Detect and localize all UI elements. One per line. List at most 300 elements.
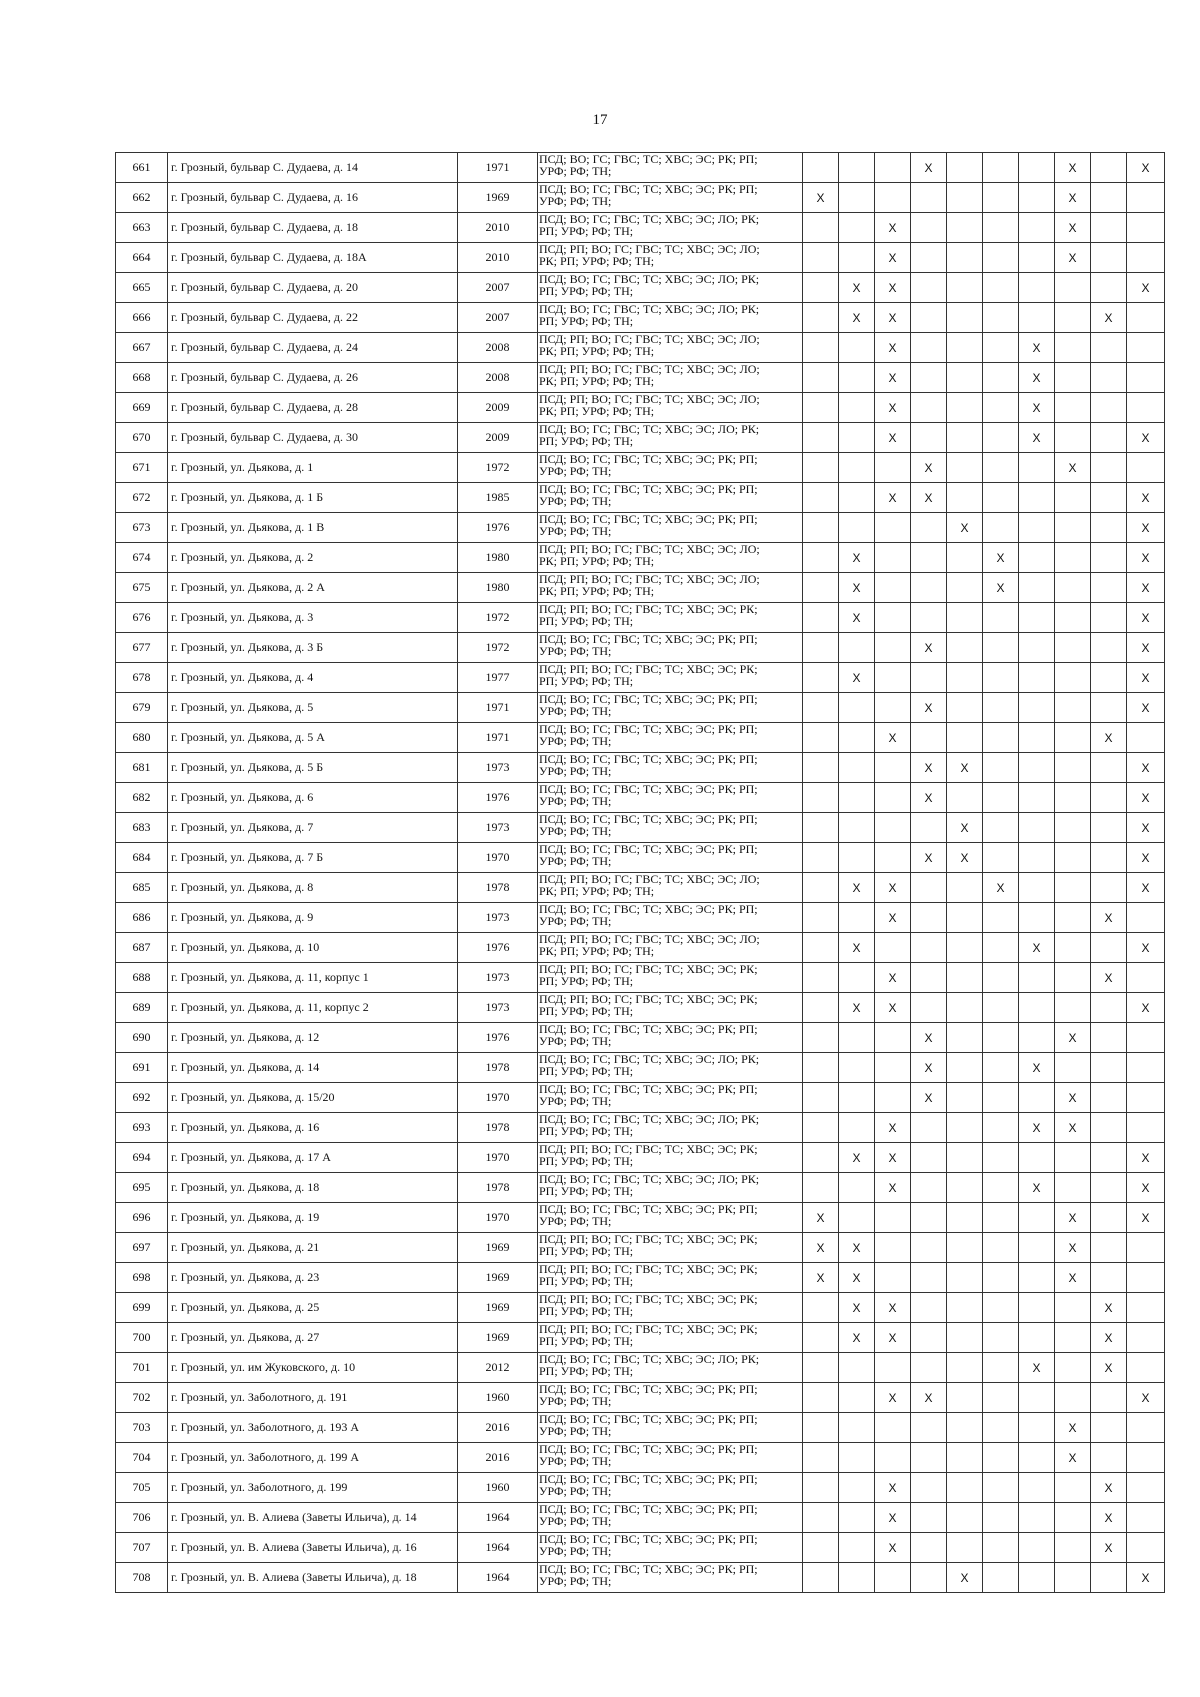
year-cell: 2007 [458,273,538,303]
mark-cell [1091,183,1127,213]
row-number: 688 [116,963,168,993]
address-cell: г. Грозный, ул. Дьякова, д. 2 А [168,573,458,603]
mark-cell: X [1127,663,1165,693]
table-row [116,603,1165,633]
row-number: 669 [116,393,168,423]
mark-cell: X [1127,1563,1165,1593]
mark-cell [1055,333,1091,363]
mark-cell [803,483,839,513]
mark-cell [947,1533,983,1563]
mark-cell: X [1127,1143,1165,1173]
row-number: 678 [116,663,168,693]
mark-cell [1055,993,1091,1023]
year-cell: 1970 [458,1143,538,1173]
table-row [116,1353,1165,1383]
mark-cell [947,363,983,393]
mark-cell [911,603,947,633]
row-number: 671 [116,453,168,483]
table-row [116,1203,1165,1233]
mark-cell [947,1083,983,1113]
mark-cell [1019,1203,1055,1233]
mark-cell [983,1323,1019,1353]
mark-cell [1127,1473,1165,1503]
mark-cell [1127,1083,1165,1113]
works-cell: ПСД; ВО; ГС; ГВС; ТС; ХВС; ЭС; ЛО; РК; РП; УРФ; РФ; ТН; [538,1113,803,1143]
address-cell: г. Грозный, ул. Дьякова, д. 9 [168,903,458,933]
mark-cell [839,1353,875,1383]
works-cell: ПСД; ВО; ГС; ГВС; ТС; ХВС; ЭС; ЛО; РК; РП; УРФ; РФ; ТН; [538,1053,803,1083]
mark-cell [1019,573,1055,603]
mark-cell [1019,663,1055,693]
mark-cell: X [911,633,947,663]
mark-cell: X [1127,813,1165,843]
mark-cell: X [1127,573,1165,603]
mark-cell [1055,1173,1091,1203]
works-cell: ПСД; РП; ВО; ГС; ГВС; ТС; ХВС; ЭС; РК; РП; УРФ; РФ; ТН; [538,963,803,993]
mark-cell [1019,723,1055,753]
mark-cell [911,813,947,843]
row-number: 693 [116,1113,168,1143]
table-row [116,933,1165,963]
mark-cell: X [875,303,911,333]
works-cell: ПСД; ВО; ГС; ГВС; ТС; ХВС; ЭС; РК; РП; УРФ; РФ; ТН; [538,1443,803,1473]
mark-cell: X [1127,693,1165,723]
mark-cell: X [1055,1413,1091,1443]
address-cell: г. Грозный, ул. Дьякова, д. 1 Б [168,483,458,513]
address-cell: г. Грозный, ул. Дьякова, д. 23 [168,1263,458,1293]
mark-cell [839,393,875,423]
mark-cell [983,513,1019,543]
table-row [116,693,1165,723]
table-row [116,1053,1165,1083]
mark-cell [983,453,1019,483]
mark-cell [1127,1443,1165,1473]
mark-cell [839,693,875,723]
year-cell: 2009 [458,423,538,453]
mark-cell [803,573,839,603]
mark-cell [1091,933,1127,963]
year-cell: 1973 [458,993,538,1023]
mark-cell [911,1293,947,1323]
mark-cell [1019,963,1055,993]
works-cell: ПСД; ВО; ГС; ГВС; ТС; ХВС; ЭС; ЛО; РК; РП; УРФ; РФ; ТН; [538,213,803,243]
mark-cell [803,873,839,903]
mark-cell [947,1263,983,1293]
works-cell: ПСД; РП; ВО; ГС; ГВС; ТС; ХВС; ЭС; РК; РП; УРФ; РФ; ТН; [538,1323,803,1353]
mark-cell [839,1053,875,1083]
mark-cell [983,1533,1019,1563]
mark-cell [1055,543,1091,573]
mark-cell [875,153,911,183]
mark-cell [1055,843,1091,873]
works-cell: ПСД; ВО; ГС; ГВС; ТС; ХВС; ЭС; РК; РП; УРФ; РФ; ТН; [538,633,803,663]
mark-cell [983,1503,1019,1533]
table-row [116,1323,1165,1353]
mark-cell [839,1383,875,1413]
mark-cell [1055,573,1091,603]
year-cell: 1971 [458,723,538,753]
year-cell: 1972 [458,603,538,633]
mark-cell [803,453,839,483]
address-cell: г. Грозный, ул. Дьякова, д. 4 [168,663,458,693]
address-cell: г. Грозный, бульвар С. Дудаева, д. 16 [168,183,458,213]
works-cell: ПСД; РП; ВО; ГС; ГВС; ТС; ХВС; ЭС; ЛО; РК; РП; УРФ; РФ; ТН; [538,543,803,573]
mark-cell [1091,813,1127,843]
mark-cell [911,663,947,693]
mark-cell [1091,153,1127,183]
works-cell: ПСД; ВО; ГС; ГВС; ТС; ХВС; ЭС; ЛО; РК; РП; УРФ; РФ; ТН; [538,423,803,453]
table-row [116,213,1165,243]
mark-cell [947,1293,983,1323]
mark-cell [1055,483,1091,513]
row-number: 677 [116,633,168,663]
mark-cell [803,423,839,453]
mark-cell [839,423,875,453]
works-cell: ПСД; РП; ВО; ГС; ГВС; ТС; ХВС; ЭС; ЛО; РК; РП; УРФ; РФ; ТН; [538,573,803,603]
mark-cell [839,723,875,753]
mark-cell [947,1173,983,1203]
mark-cell [947,273,983,303]
mark-cell: X [947,753,983,783]
year-cell: 1972 [458,633,538,663]
mark-cell: X [875,903,911,933]
mark-cell [947,1383,983,1413]
mark-cell [1127,1293,1165,1323]
mark-cell [983,933,1019,963]
mark-cell [1019,693,1055,723]
address-cell: г. Грозный, ул. Дьякова, д. 17 А [168,1143,458,1173]
address-cell: г. Грозный, ул. Дьякова, д. 2 [168,543,458,573]
row-number: 679 [116,693,168,723]
mark-cell [803,963,839,993]
row-number: 662 [116,183,168,213]
year-cell: 1978 [458,873,538,903]
mark-cell [839,363,875,393]
mark-cell: X [1127,1203,1165,1233]
works-cell: ПСД; РП; ВО; ГС; ГВС; ТС; ХВС; ЭС; РК; РП; УРФ; РФ; ТН; [538,1143,803,1173]
mark-cell: X [1055,1203,1091,1233]
table-row [116,963,1165,993]
year-cell: 1976 [458,933,538,963]
row-number: 703 [116,1413,168,1443]
year-cell: 2010 [458,213,538,243]
mark-cell: X [1127,273,1165,303]
mark-cell [983,1233,1019,1263]
mark-cell [1019,1323,1055,1353]
mark-cell [839,1563,875,1593]
mark-cell: X [1127,153,1165,183]
mark-cell [983,903,1019,933]
table-row [116,273,1165,303]
mark-cell [839,1503,875,1533]
mark-cell [1055,1503,1091,1533]
mark-cell: X [1055,153,1091,183]
mark-cell [1055,693,1091,723]
mark-cell [911,363,947,393]
mark-cell [983,1203,1019,1233]
mark-cell: X [875,963,911,993]
mark-cell: X [1019,423,1055,453]
works-cell: ПСД; ВО; ГС; ГВС; ТС; ХВС; ЭС; РК; РП; УРФ; РФ; ТН; [538,1383,803,1413]
works-cell: ПСД; ВО; ГС; ГВС; ТС; ХВС; ЭС; РК; РП; УРФ; РФ; ТН; [538,753,803,783]
mark-cell [1091,1053,1127,1083]
mark-cell: X [839,573,875,603]
table-row [116,1143,1165,1173]
mark-cell [1127,1533,1165,1563]
mark-cell [911,1203,947,1233]
mark-cell [803,933,839,963]
mark-cell [1019,213,1055,243]
table-row [116,1563,1165,1593]
mark-cell [803,1113,839,1143]
table-row [116,1113,1165,1143]
mark-cell [947,333,983,363]
mark-cell: X [875,1143,911,1173]
mark-cell: X [1019,1113,1055,1143]
mark-cell [803,1323,839,1353]
row-number: 687 [116,933,168,963]
address-cell: г. Грозный, ул. Заболотного, д. 193 А [168,1413,458,1443]
mark-cell [1091,213,1127,243]
mark-cell [875,1083,911,1113]
mark-cell [1055,603,1091,633]
mark-cell [1055,1053,1091,1083]
address-cell: г. Грозный, ул. Дьякова, д. 5 [168,693,458,723]
mark-cell: X [1127,543,1165,573]
year-cell: 1960 [458,1473,538,1503]
mark-cell [947,1353,983,1383]
mark-cell [947,1473,983,1503]
mark-cell [839,843,875,873]
address-cell: г. Грозный, ул. Дьякова, д. 16 [168,1113,458,1143]
row-number: 686 [116,903,168,933]
mark-cell: X [1127,603,1165,633]
row-number: 670 [116,423,168,453]
address-cell: г. Грозный, бульвар С. Дудаева, д. 14 [168,153,458,183]
address-cell: г. Грозный, ул. Дьякова, д. 11, корпус 2 [168,993,458,1023]
mark-cell [1019,303,1055,333]
mark-cell [947,933,983,963]
table-row [116,753,1165,783]
works-cell: ПСД; ВО; ГС; ГВС; ТС; ХВС; ЭС; РК; РП; УРФ; РФ; ТН; [538,1533,803,1563]
works-cell: ПСД; ВО; ГС; ГВС; ТС; ХВС; ЭС; РК; РП; УРФ; РФ; ТН; [538,153,803,183]
mark-cell [1091,363,1127,393]
mark-cell [875,843,911,873]
mark-cell [839,753,875,783]
row-number: 676 [116,603,168,633]
mark-cell: X [1055,453,1091,483]
mark-cell [875,603,911,633]
mark-cell [1055,723,1091,753]
table-row [116,1293,1165,1323]
mark-cell [983,1563,1019,1593]
mark-cell: X [875,243,911,273]
mark-cell [1127,1113,1165,1143]
table-row [116,453,1165,483]
table-row [116,843,1165,873]
table-body [116,153,1165,1593]
mark-cell [1091,1563,1127,1593]
mark-cell: X [875,273,911,303]
address-cell: г. Грозный, ул. Дьякова, д. 15/20 [168,1083,458,1113]
mark-cell [1127,363,1165,393]
mark-cell [1091,693,1127,723]
works-cell: ПСД; ВО; ГС; ГВС; ТС; ХВС; ЭС; РК; РП; УРФ; РФ; ТН; [538,903,803,933]
mark-cell [1019,1293,1055,1323]
mark-cell [1019,243,1055,273]
mark-cell: X [875,1113,911,1143]
mark-cell [947,483,983,513]
mark-cell [983,423,1019,453]
mark-cell [875,753,911,783]
mark-cell [1091,753,1127,783]
mark-cell [875,633,911,663]
mark-cell [839,903,875,933]
address-cell: г. Грозный, ул. Дьякова, д. 6 [168,783,458,813]
mark-cell: X [911,453,947,483]
row-number: 707 [116,1533,168,1563]
works-cell: ПСД; ВО; ГС; ГВС; ТС; ХВС; ЭС; РК; РП; УРФ; РФ; ТН; [538,843,803,873]
mark-cell [875,663,911,693]
mark-cell [1019,1383,1055,1413]
mark-cell [947,1323,983,1353]
mark-cell: X [875,483,911,513]
mark-cell [803,1383,839,1413]
works-cell: ПСД; ВО; ГС; ГВС; ТС; ХВС; ЭС; РК; РП; УРФ; РФ; ТН; [538,1503,803,1533]
works-cell: ПСД; ВО; ГС; ГВС; ТС; ХВС; ЭС; ЛО; РК; РП; УРФ; РФ; ТН; [538,1173,803,1203]
mark-cell: X [875,213,911,243]
mark-cell [983,813,1019,843]
mark-cell: X [1055,1023,1091,1053]
address-cell: г. Грозный, ул. Дьякова, д. 3 Б [168,633,458,663]
table-row [116,1173,1165,1203]
mark-cell: X [875,333,911,363]
works-cell: ПСД; ВО; ГС; ГВС; ТС; ХВС; ЭС; РК; РП; УРФ; РФ; ТН; [538,1023,803,1053]
mark-cell [803,1293,839,1323]
row-number: 666 [116,303,168,333]
mark-cell [1091,513,1127,543]
mark-cell [1055,1353,1091,1383]
row-number: 697 [116,1233,168,1263]
mark-cell [911,273,947,303]
mark-cell [803,663,839,693]
mark-cell [1019,903,1055,933]
mark-cell [839,1113,875,1143]
mark-cell [1019,483,1055,513]
mark-cell [1127,453,1165,483]
mark-cell: X [1127,1173,1165,1203]
mark-cell: X [1127,993,1165,1023]
mark-cell [1019,1533,1055,1563]
mark-cell: X [1091,1323,1127,1353]
mark-cell [1019,1143,1055,1173]
table-row [116,573,1165,603]
mark-cell [947,423,983,453]
mark-cell [983,183,1019,213]
mark-cell [875,1443,911,1473]
mark-cell [1091,603,1127,633]
mark-cell [947,1113,983,1143]
mark-cell [1127,1503,1165,1533]
address-cell: г. Грозный, ул. Дьякова, д. 7 Б [168,843,458,873]
mark-cell [1055,933,1091,963]
row-number: 695 [116,1173,168,1203]
mark-cell [1127,243,1165,273]
table-row [116,783,1165,813]
address-cell: г. Грозный, ул. Дьякова, д. 12 [168,1023,458,1053]
mark-cell [1091,993,1127,1023]
mark-cell [983,1353,1019,1383]
mark-cell [839,1413,875,1443]
mark-cell [947,1443,983,1473]
row-number: 690 [116,1023,168,1053]
mark-cell [983,693,1019,723]
mark-cell [947,213,983,243]
address-cell: г. Грозный, ул. Дьякова, д. 18 [168,1173,458,1203]
mark-cell: X [1127,843,1165,873]
address-cell: г. Грозный, ул. Дьякова, д. 21 [168,1233,458,1263]
mark-cell [803,243,839,273]
mark-cell [911,393,947,423]
mark-cell [1091,1173,1127,1203]
year-cell: 1970 [458,1203,538,1233]
mark-cell [983,363,1019,393]
mark-cell [839,213,875,243]
mark-cell [947,1023,983,1053]
mark-cell [911,873,947,903]
mark-cell [1019,1443,1055,1473]
row-number: 708 [116,1563,168,1593]
row-number: 668 [116,363,168,393]
table-row [116,183,1165,213]
year-cell: 2016 [458,1413,538,1443]
mark-cell: X [1091,1473,1127,1503]
mark-cell: X [803,1203,839,1233]
mark-cell: X [875,363,911,393]
table-row [116,1023,1165,1053]
mark-cell [911,1533,947,1563]
year-cell: 2007 [458,303,538,333]
mark-cell [911,513,947,543]
year-cell: 2009 [458,393,538,423]
mark-cell [839,813,875,843]
mark-cell [911,963,947,993]
mark-cell [1091,543,1127,573]
address-cell: г. Грозный, бульвар С. Дудаева, д. 30 [168,423,458,453]
year-cell: 1976 [458,1023,538,1053]
table-row [116,153,1165,183]
mark-cell [803,633,839,663]
mark-cell [803,1143,839,1173]
year-cell: 1973 [458,963,538,993]
mark-cell [1091,243,1127,273]
mark-cell: X [1055,1263,1091,1293]
row-number: 674 [116,543,168,573]
mark-cell [947,783,983,813]
works-cell: ПСД; ВО; ГС; ГВС; ТС; ХВС; ЭС; РК; РП; УРФ; РФ; ТН; [538,693,803,723]
mark-cell [911,1473,947,1503]
mark-cell [1091,273,1127,303]
mark-cell: X [1091,1293,1127,1323]
mark-cell [1127,1053,1165,1083]
mark-cell [947,573,983,603]
works-cell: ПСД; ВО; ГС; ГВС; ТС; ХВС; ЭС; РК; РП; УРФ; РФ; ТН; [538,1563,803,1593]
year-cell: 1980 [458,573,538,603]
mark-cell [1055,873,1091,903]
row-number: 664 [116,243,168,273]
works-cell: ПСД; ВО; ГС; ГВС; ТС; ХВС; ЭС; РК; РП; УРФ; РФ; ТН; [538,183,803,213]
mark-cell [1055,1323,1091,1353]
